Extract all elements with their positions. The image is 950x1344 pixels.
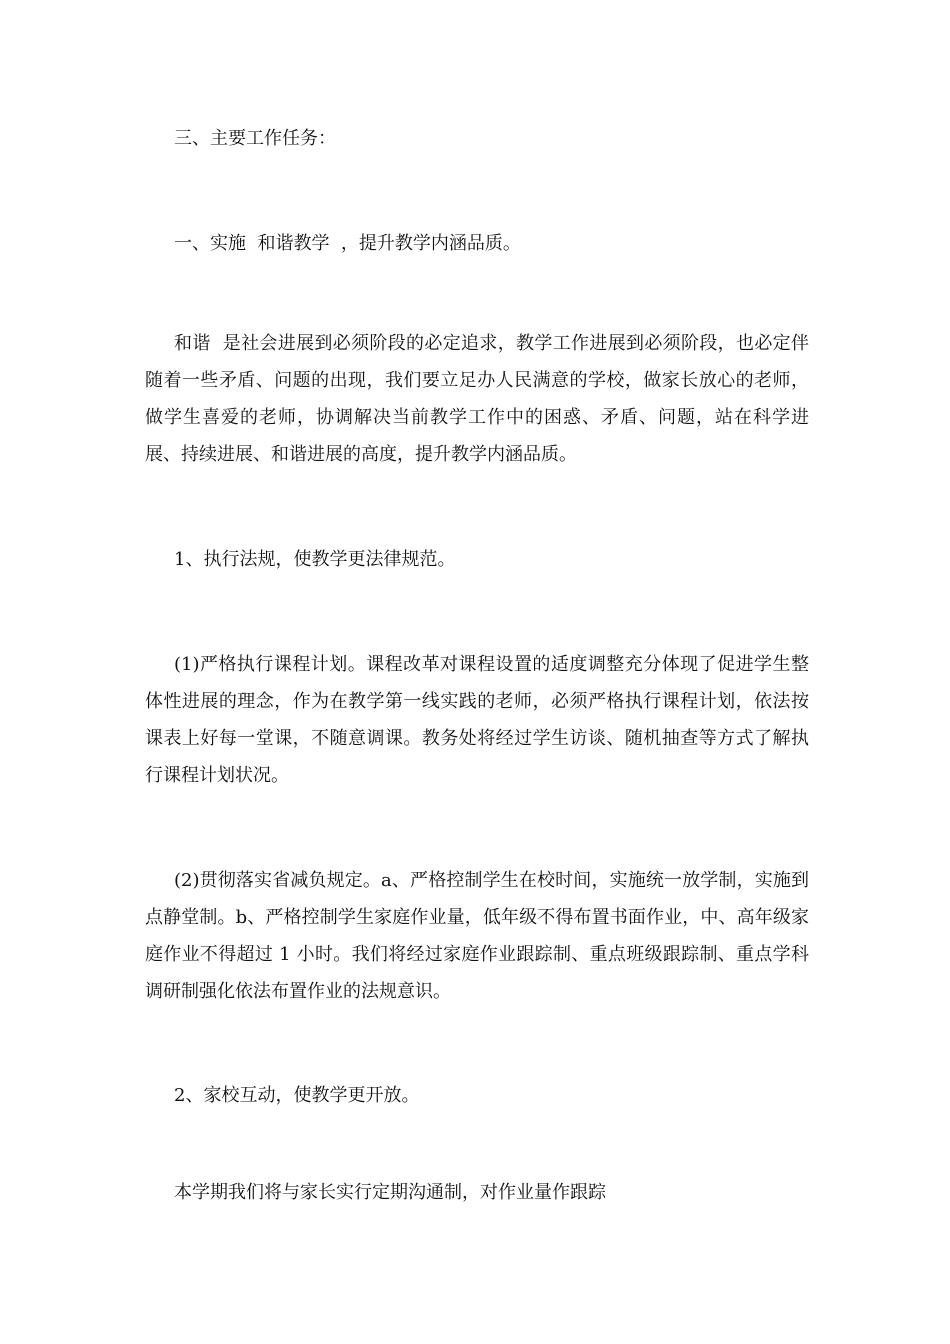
item-execute-regulations: 1、执行法规，使教学更法律规范。 — [174, 549, 456, 570]
item-home-school-interaction: 2、家校互动，使教学更开放。 — [174, 1085, 420, 1106]
paragraph-parent-communication: 本学期我们将与家长实行定期沟通制，对作业量作跟踪 — [174, 1182, 606, 1203]
paragraph-harmony: 和谐 是社会进展到必须阶段的必定追求，教学工作进展到必须阶段，也必定伴随着一些矛盾、问题的出现，我们要立足办人民满意的学校，做家长放心的老师，做学生喜爱的老师，协调解决当前教学工作中的困惑、矛盾、问题，站在科学进展、持续进展、和谐进展的高度，提升教学内涵品质。 — [145, 333, 809, 465]
subheading-implement-harmonious-teaching: 一、实施 和谐教学 ，提升教学内涵品质。 — [174, 233, 521, 254]
section-heading: 三、主要工作任务： — [174, 128, 336, 149]
paragraph-course-plan: (1)严格执行课程计划。课程改革对课程设置的适度调整充分体现了促进学生整体性进展的理念，作为在教学第一线实践的老师，必须严格执行课程计划，依法按课表上好每一堂课，不随意调课。教务处将经过学生访谈、随机抽查等方式了解执行课程计划状况。 — [145, 654, 809, 786]
paragraph-burden-reduction: (2)贯彻落实省减负规定。a、严格控制学生在校时间，实施统一放学制，实施到点静堂制。b、严格控制学生家庭作业量，低年级不得布置书面作业，中、高年级家庭作业不得超过 1 小时。我们将经过家庭作业跟踪制、重点班级跟踪制、重点学科调研制强化依法布置作业的法规意识。 — [145, 870, 809, 1002]
